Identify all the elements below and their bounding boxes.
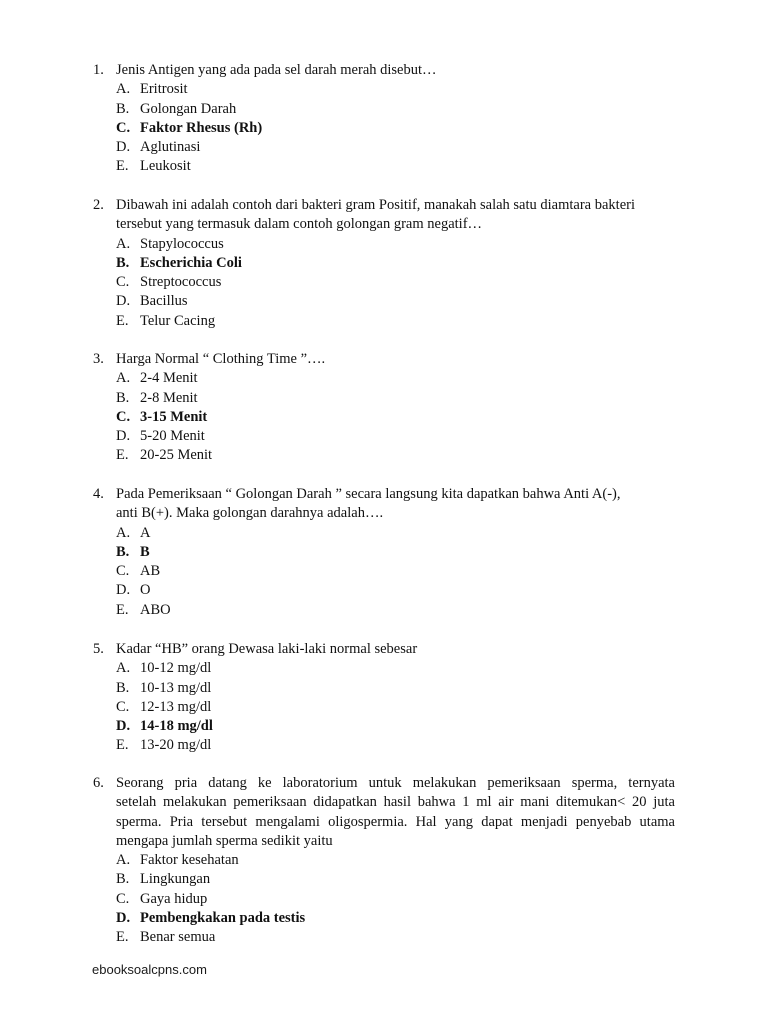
option-b: B. 2-8 Menit	[116, 389, 198, 406]
option-e: E. 13-20 mg/dl	[116, 737, 212, 754]
question-stem	[93, 350, 675, 369]
question-number: 6.	[93, 775, 104, 791]
option-a: A. Faktor kesehatan	[116, 852, 239, 869]
option-e: E. Telur Cacing	[116, 312, 216, 329]
option-d: D. 5-20 Menit	[116, 428, 205, 445]
option-a: A. Eritrosit	[116, 81, 188, 98]
question-stem	[93, 774, 675, 793]
question-text: Harga Normal “ Clothing Time ”….	[116, 351, 326, 367]
option-b: B. 10-13 mg/dl	[116, 679, 212, 696]
option-e: E. Leukosit	[116, 158, 191, 175]
question-1	[93, 61, 675, 177]
question-stem	[93, 196, 675, 215]
question-text-continued: mengapa jumlah sperma sedikit yaitu	[116, 832, 333, 849]
question-stem	[93, 61, 675, 80]
question-stem	[93, 485, 675, 504]
question-text: Jenis Antigen yang ada pada sel darah merah disebut…	[116, 62, 437, 78]
option-c: C. 12-13 mg/dl	[116, 698, 212, 715]
option-c: C. Streptococcus	[116, 274, 222, 291]
option-b-correct: B. Escherichia Coli	[116, 254, 242, 271]
option-c-correct: C. 3-15 Menit	[116, 408, 208, 425]
question-number: 1.	[93, 62, 104, 78]
option-a: A. A	[116, 524, 151, 541]
option-a: A. Stapylococcus	[116, 235, 224, 252]
option-b: B. Golongan Darah	[116, 100, 237, 117]
question-2	[93, 196, 675, 331]
question-text: Kadar “HB” orang Dewasa laki-laki normal sebesar	[116, 641, 418, 657]
question-text: Pada Pemeriksaan “ Golongan Darah ” secara langsung kita dapatkan bahwa Anti A(-),	[116, 486, 621, 502]
option-d: D. Bacillus	[116, 293, 188, 310]
option-d-correct: D. Pembengkakan pada testis	[116, 910, 306, 927]
question-3	[93, 350, 675, 466]
question-number: 3.	[93, 351, 104, 367]
option-c: C. Gaya hidup	[116, 890, 208, 907]
footer-website: ebooksoalcpns.com	[92, 962, 207, 977]
question-text: Dibawah ini adalah contoh dari bakteri gram Positif, manakah salah satu diamtara bakteri	[116, 197, 636, 213]
option-e: E. Benar semua	[116, 929, 216, 946]
question-number: 4.	[93, 486, 104, 502]
question-text: Seorang pria datang ke laboratorium untuk melakukan pemeriksaan sperma, ternyata	[116, 775, 675, 791]
option-d: D. Aglutinasi	[116, 139, 201, 156]
option-d: D. O	[116, 582, 151, 599]
option-c: C. AB	[116, 563, 161, 580]
question-stem	[93, 640, 675, 659]
option-b: B. Lingkungan	[116, 871, 211, 888]
question-number: 5.	[93, 641, 104, 657]
option-a: A. 10-12 mg/dl	[116, 660, 212, 677]
question-text-continued: anti B(+). Maka golongan darahnya adalah….	[116, 505, 384, 522]
question-text-continued: setelah melakukan pemeriksaan didapatkan hasil bahwa 1 ml air mani ditemukan< 20 juta	[116, 794, 675, 811]
option-e: E. 20-25 Menit	[116, 447, 213, 464]
option-c-correct: C. Faktor Rhesus (Rh)	[116, 119, 263, 136]
question-6	[93, 774, 675, 948]
question-text-continued: sperma. Pria tersebut mengalami oligospermia. Hal yang dapat menjadi penyebab utama	[116, 813, 675, 830]
question-text-continued: tersebut yang termasuk dalam contoh golongan gram negatif…	[116, 216, 483, 233]
option-d-correct: D. 14-18 mg/dl	[116, 718, 213, 735]
option-b-correct: B. B	[116, 543, 150, 560]
option-a: A. 2-4 Menit	[116, 370, 198, 387]
question-5	[93, 640, 675, 756]
question-number: 2.	[93, 197, 104, 213]
option-e: E. ABO	[116, 601, 171, 618]
question-4	[93, 485, 675, 620]
